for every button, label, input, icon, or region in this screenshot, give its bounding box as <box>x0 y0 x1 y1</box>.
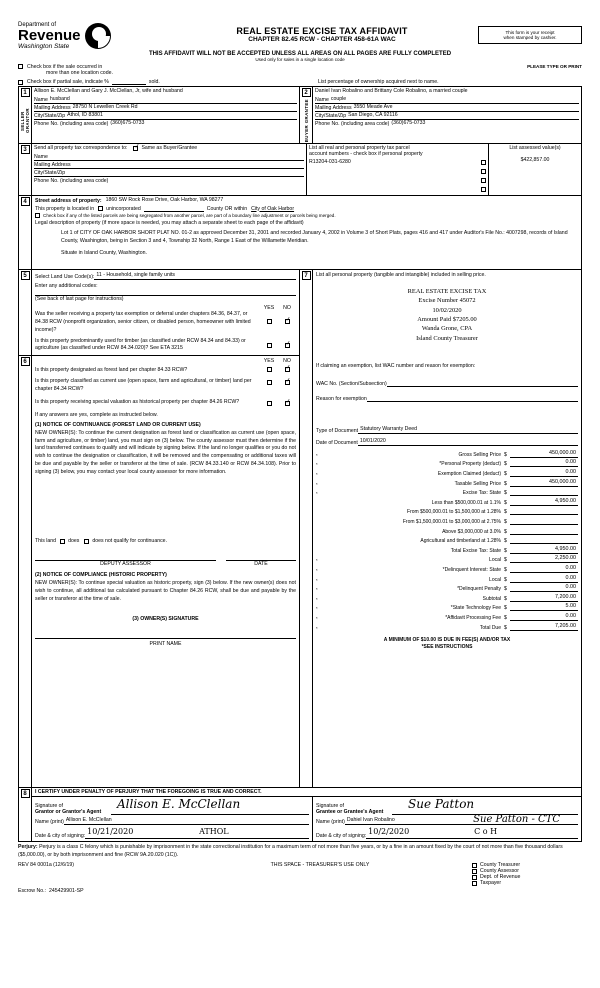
form-title: REAL ESTATE EXCISE TAX AFFIDAVIT <box>236 26 408 36</box>
parcel-number[interactable]: R13204-031-6280 <box>309 159 351 165</box>
tax-row <box>316 469 578 477</box>
stamp-line-1: REAL ESTATE EXCISE TAX <box>407 288 487 296</box>
seller-phone-label: Phone No. (including area code) <box>34 121 109 127</box>
county-or-label: County OR within <box>206 205 248 212</box>
grantee-date-value[interactable]: 10/2/2020 <box>366 827 472 839</box>
seller-section <box>18 86 300 144</box>
tax-row-label: Local <box>489 557 501 564</box>
tax-row <box>316 498 578 506</box>
deputy-assessor-label: DEPUTY ASSESSOR <box>100 561 151 568</box>
treasurer-stamp <box>316 287 578 343</box>
buyer-box-number: 2 <box>302 88 311 97</box>
reason-value[interactable] <box>367 394 578 402</box>
tax-row-label: *Delinquent Interest: State <box>442 566 501 573</box>
stamp-line-6: Island County Treasurer <box>416 334 478 342</box>
tax-row-marker: * <box>316 615 318 621</box>
currency-symbol: $ <box>504 566 507 573</box>
seller-name-value[interactable]: Allison E. McClellan and Gary J. McClellan, Jr, wife and husband <box>34 88 183 94</box>
section3-csz-label: City/State/Zip <box>34 170 66 176</box>
currency-symbol: $ <box>504 451 507 458</box>
buyer-name-value[interactable]: Daniel Ivan Robalino and Brittany Cole Robalino, a married couple <box>315 88 468 94</box>
copy-treasurer-checkbox[interactable] <box>472 863 477 868</box>
section4-box-number: 4 <box>21 197 30 206</box>
parcel-header2: account numbers - check box if personal property <box>309 151 423 157</box>
revenue-swirl-icon <box>85 23 111 49</box>
section3-name-label: Name <box>34 154 48 160</box>
partial-sale-label: Check box if partial sale, indicate % <box>27 79 109 85</box>
section3-send-label: Send all property tax correspondence to: <box>34 145 128 151</box>
segregation-checkbox[interactable] <box>35 213 40 218</box>
tax-row-marker: * <box>316 596 318 602</box>
seller-mailing-value[interactable]: 28750 N Lewellen Creek Rd <box>72 104 138 110</box>
s5-no-header: NO <box>283 305 291 312</box>
tax-row-marker: * <box>316 481 318 487</box>
parcel-personal-checkbox-1[interactable] <box>481 160 486 165</box>
section-7 <box>300 270 582 788</box>
legal-desc-value[interactable]: Lot 1 of CITY OF OAK HARBOR SHORT PLAT NO. 01-2 as approved December 31, 2001 and recorded January 4, 2002 in Volume 3 of Short Plats, pages 416 and 417 under Auditor's File No.: 4007298, records of Island County, Washington, being in Section 3 and 4, Township 32 North, Range 1 East of the Willamette Meridian. <box>61 230 568 245</box>
tax-row-marker: * <box>316 587 318 593</box>
grantee-city-value[interactable]: C o H <box>472 827 578 839</box>
s6-yes-header: YES <box>263 358 275 365</box>
section3-phone-value[interactable] <box>108 177 304 184</box>
buyer-phone-label: Phone No. (including area code) <box>315 121 390 127</box>
seller-csz-label: City/State/Zip <box>34 113 66 119</box>
city-value[interactable]: City of Oak Harbor <box>251 205 295 212</box>
seller-csz-value[interactable]: Athol, ID 83801 <box>67 112 103 118</box>
currency-symbol: $ <box>504 547 507 554</box>
currency-symbol: $ <box>504 624 507 631</box>
currency-symbol: $ <box>504 471 507 477</box>
tax-row-label: Less than $500,000.01 at 1.1% <box>431 499 501 506</box>
reason-label: Reason for exemption <box>316 395 367 402</box>
does-not-qualify-checkbox[interactable] <box>84 539 89 544</box>
copy-treasurer-label: County Treasurer <box>480 862 521 869</box>
tax-row-label: Gross Selling Price <box>458 451 501 458</box>
grantee-signature-value: Sue Patton <box>408 797 475 812</box>
s5-yes-header: YES <box>263 305 275 312</box>
s5-q2-no-checkbox[interactable] <box>285 343 290 348</box>
tax-row-value[interactable]: 0.00 <box>510 575 578 583</box>
tax-row <box>316 517 578 525</box>
tax-row-label: Excise Tax: State <box>462 490 501 497</box>
stamp-line-4: Amount Paid $7205.00 <box>417 315 477 323</box>
s6-q1-yes-checkbox[interactable] <box>267 367 272 372</box>
section3-mailing-label: Mailing Address <box>34 162 71 168</box>
grantor-name-value[interactable]: Allison E. McClellan <box>64 817 309 825</box>
unincorporated-checkbox[interactable] <box>98 206 103 211</box>
notice1-title: (1) NOTICE OF CONTINUANCE (FOREST LAND OR CURRENT USE) <box>35 421 201 428</box>
section7-box-number: 7 <box>302 271 311 280</box>
receipt-line1: This form is your receipt <box>505 30 555 35</box>
currency-symbol: $ <box>504 480 507 487</box>
agency-line1: Department of <box>18 22 57 28</box>
buyer-vertical-label: BUYER GRANTEE <box>303 99 309 143</box>
doc-type-value[interactable]: Statutory Warranty Deed <box>358 426 578 434</box>
grantee-name-label: Name (print) <box>316 819 345 826</box>
tax-row <box>316 479 578 487</box>
tax-row <box>316 555 578 563</box>
grantor-sig-label2: Grantor or Grantor's Agent <box>35 809 102 816</box>
does-qualify-checkbox[interactable] <box>60 539 65 544</box>
perjury-text: Perjury is a class C felony which is punishable by imprisonment in the state correctional institution for a maximum term of not more than five years, or by a fine in an amount fixed by the court of not more than five thousand dollars ($5,000.00), or by both imprisonment and fine (RCW 9A.20.020 (1C)). <box>18 844 563 858</box>
legal-desc-label: Legal description of property (if more space is needed, you may attach a separate sheet to each page of the affidavit) <box>35 220 304 226</box>
receipt-note <box>478 26 582 44</box>
currency-symbol: $ <box>504 461 507 468</box>
see-back-note: (See back of last page for instructions) <box>35 296 124 303</box>
tax-row <box>316 459 578 467</box>
seller-box-number: 1 <box>21 88 30 97</box>
owners-signature-line[interactable] <box>35 622 296 639</box>
tax-row-value[interactable]: 0.00 <box>510 613 578 621</box>
parcel-personal-checkbox-4[interactable] <box>481 187 486 192</box>
s6-q2-yes-checkbox[interactable] <box>267 380 272 385</box>
type-print-note: PLEASE TYPE OR PRINT <box>527 64 582 69</box>
section8-box-number: 8 <box>21 789 30 798</box>
tax-row-value[interactable] <box>510 488 578 496</box>
county-input[interactable] <box>144 205 204 212</box>
perjury-note <box>18 844 582 859</box>
tax-row <box>316 623 578 631</box>
section-5 <box>18 270 300 356</box>
grantor-signature-block <box>32 797 313 841</box>
currency-symbol: $ <box>504 528 507 535</box>
tax-row <box>316 450 578 458</box>
perjury-bold: Perjury: <box>18 844 38 851</box>
tax-row-label: *State Technology Fee <box>450 605 501 612</box>
treasurer-use-label: THIS SPACE - TREASURER'S USE ONLY <box>270 862 370 869</box>
section3-csz-value[interactable] <box>65 169 304 176</box>
form-subtitle: CHAPTER 82.45 RCW - CHAPTER 458-61A WAC <box>248 36 396 43</box>
tax-row <box>316 594 578 602</box>
section-6 <box>18 356 300 788</box>
grantor-signature-field[interactable] <box>111 798 309 815</box>
personal-property-label: List all personal property (tangible and intangible) included in selling price. <box>316 272 486 279</box>
notice2-title: (2) NOTICE OF COMPLIANCE (HISTORIC PROPERTY) <box>35 572 167 579</box>
grantor-date-label: Date & city of signing: <box>35 833 86 840</box>
tax-row-label: *Affidavit Processing Fee <box>445 614 501 621</box>
tax-row-value[interactable]: 7,200.00 <box>510 594 578 602</box>
grantor-signature-value: Allison E. McClellan <box>117 797 241 812</box>
tax-calculation-table <box>316 450 578 631</box>
section6-box-number: 6 <box>21 357 30 366</box>
form-note: Used only for sales in a single location code <box>255 57 345 62</box>
seller-vertical-label: SELLER GRANTOR <box>20 108 30 134</box>
receipt-line2: when stamped by cashier. <box>503 35 557 40</box>
tax-row-marker: * <box>316 462 318 468</box>
tax-row-marker: * <box>316 452 318 458</box>
tax-row <box>316 613 578 621</box>
tax-row-label: Total Due <box>479 624 501 631</box>
notice1-body: NEW OWNER(S): To continue the current designation as forest land or classification as current use (open space, farm and agriculture, or timber) land, you must sign on (3) below. The county assessor must then determine if the land transferred continues to qualify and will indicate by signing below. If the land no longer qualifies or you do not wish to continue the designation or classification, it will be removed and the compensating or additional taxes will be due and payable by the seller or transferor at the time of sale. (RCW 84.33.140 or RCW 84.34.108). Prior to signing (3) below, you may contact your local county assessor for more information. <box>35 429 296 475</box>
stamp-line-2: Excise Number 45072 <box>418 297 476 305</box>
s5-q2-yes-checkbox[interactable] <box>267 343 272 348</box>
s6-no-header: NO <box>283 358 291 365</box>
legal-situate: Situate in Island County, Washington. <box>61 250 147 257</box>
form-rev-number: REV 84 0001a (12/6/19) <box>18 862 74 869</box>
tax-row-value[interactable] <box>510 527 578 535</box>
stamp-line-5: Wanda Grone, CPA <box>421 325 473 333</box>
tax-row-label: From $500,000.01 to $1,500,000 at 1.28% <box>407 509 501 516</box>
currency-symbol: $ <box>504 538 507 545</box>
tax-row <box>316 584 578 592</box>
affidavit-form <box>18 22 582 962</box>
section3-box-number: 3 <box>21 145 30 154</box>
tax-row-label: *Delinquent Penalty <box>457 586 501 593</box>
tax-row-value[interactable]: 7,205.00 <box>510 623 578 631</box>
owners-signature-label: (3) OWNER(S) SIGNATURE <box>132 615 199 622</box>
tax-row-marker: * <box>316 491 318 497</box>
s5-q1-label: Was the seller receiving a property tax exemption or deferral under chapters 84.36, 84.37, or 84.38 RCW (nonprofit organization, senior citizen, or disabled person, homeowner with limited income)? <box>35 311 251 333</box>
grantee-signature-block <box>313 797 581 841</box>
parcel-header1: List all real and personal property tax parcel <box>309 145 410 151</box>
tax-row-label: Agricultural and timberland at 1.28% <box>420 538 501 545</box>
tax-row-label: Total Excise Tax: State <box>450 547 501 554</box>
currency-symbol: $ <box>504 557 507 564</box>
tax-row-value[interactable]: 2,250.00 <box>510 555 578 563</box>
partial-sale-input[interactable] <box>112 78 146 85</box>
wac-label: WAC No. (Section/Subsection) <box>316 380 387 387</box>
currency-symbol: $ <box>504 518 507 525</box>
tax-row <box>316 565 578 573</box>
tax-row-value[interactable]: 450,000.00 <box>510 479 578 487</box>
s6-q1-no-checkbox[interactable] <box>285 367 290 372</box>
seller-phone-value[interactable]: (360)675-0733 <box>110 120 145 126</box>
buyer-csz-value[interactable]: San Diego, CA 92116 <box>348 112 398 118</box>
copy-revenue-label: Dept. of Revenue <box>480 874 521 881</box>
print-name-label: PRINT NAME <box>149 640 182 647</box>
buyer-csz-label: City/State/Zip <box>315 113 347 119</box>
seller-name-label: Name <box>34 97 48 103</box>
tax-row-value[interactable]: 4,950.00 <box>510 546 578 554</box>
currency-symbol: $ <box>504 605 507 612</box>
s5-q1-yes-checkbox[interactable] <box>267 319 272 324</box>
section-8 <box>18 788 582 842</box>
does-not-label: does not qualify for continuance. <box>92 538 168 545</box>
does-label: does <box>68 538 80 545</box>
s5-q2-label: Is this property predominantly used for timber (as classified under RCW 84.34 and 84.33) or agriculture (as classified under RCW 84.34.020)? See ETA 3215 <box>35 337 246 352</box>
copy-revenue-checkbox[interactable] <box>472 875 477 880</box>
tax-row-marker: * <box>316 577 318 583</box>
tax-row-label: Exemption Claimed (deduct) <box>437 471 501 477</box>
copy-assessor-checkbox[interactable] <box>472 869 477 874</box>
grantor-sig-label1: Signature of <box>35 803 63 810</box>
same-as-buyer-checkbox[interactable] <box>133 146 138 151</box>
agency-line3: Washington State <box>18 43 70 50</box>
multi-location-label2: more than one location code. <box>46 70 113 76</box>
minimum-fee-note: A MINIMUM OF $10.00 IS DUE IN FEE(S) AND/OR TAX <box>383 636 511 643</box>
land-use-label: Select Land Use Code(s): <box>35 274 95 281</box>
assessed-header: List assessed value(s) <box>509 145 561 151</box>
tax-row-value[interactable]: 0.00 <box>510 584 578 592</box>
tax-row-value[interactable]: 4,950.00 <box>510 498 578 506</box>
tax-row-marker: * <box>316 472 318 477</box>
currency-symbol: $ <box>504 595 507 602</box>
located-label: This property is located in <box>35 205 95 212</box>
s6-q3-label: Is this property receiving special valuation as historical property per chapter 84.26 RCW? <box>35 398 240 405</box>
unincorporated-label: unincorporated <box>106 205 141 212</box>
tax-row-value[interactable]: 450,000.00 <box>510 450 578 458</box>
exemption-label: If claiming an exemption, list WAC number and reason for exemption: <box>316 362 476 369</box>
grantor-date-value[interactable]: 10/21/2020 <box>85 827 197 839</box>
tax-row <box>316 488 578 496</box>
copy-assessor-label: County Assessor <box>480 868 519 875</box>
tax-row-marker: * <box>316 567 318 573</box>
copy-taxpayer-checkbox[interactable] <box>472 881 477 886</box>
s6-q2-label: Is this property classified as current use (open space, farm and agricultural, or timber) land per chapter 84.34 RCW? <box>35 378 252 392</box>
additional-codes-label: Enter any additional codes: <box>35 283 98 290</box>
deputy-assessor-signature-line[interactable] <box>35 554 216 561</box>
street-address-value[interactable]: 1860 SW Rock Rose Drive, Oak Harbor, WA 98277 <box>105 197 224 203</box>
escrow-label: Escrow No.: <box>18 888 46 895</box>
tax-row-value[interactable]: 0.00 <box>510 565 578 573</box>
segregation-note: Check box if any of the listed parcels are being segregated from another parcel, are part of a boundary line adjustment or parcels being merged. <box>43 213 336 218</box>
currency-symbol: $ <box>504 586 507 593</box>
grantee-sig-label1: Signature of <box>316 803 344 810</box>
tax-row-marker: * <box>316 625 318 631</box>
doc-date-label: Date of Document <box>316 439 358 446</box>
buyer-name-label: Name <box>315 97 329 103</box>
parcel-personal-checkbox-2[interactable] <box>481 169 486 174</box>
s6-q3-no-checkbox[interactable] <box>285 401 290 406</box>
section-3 <box>18 144 582 196</box>
tax-row-label: Subtotal <box>482 595 501 602</box>
buyer-mailing-label: Mailing Address <box>315 105 352 111</box>
buyer-name-cont[interactable]: couple <box>330 96 347 102</box>
tax-row-value[interactable] <box>510 507 578 515</box>
currency-symbol: $ <box>504 614 507 621</box>
tax-row-value[interactable] <box>510 536 578 544</box>
form-warning: THIS AFFIDAVIT WILL NOT BE ACCEPTED UNLESS ALL AREAS ON ALL PAGES ARE FULLY COMPLETED <box>148 51 452 57</box>
grantee-signature-field[interactable] <box>392 798 578 815</box>
s6-q3-yes-checkbox[interactable] <box>267 401 272 406</box>
tax-row-value[interactable]: 0.00 <box>510 459 578 467</box>
form-header <box>18 22 582 50</box>
tax-row-label: Above $3,000,000 at 3.0% <box>442 528 501 535</box>
buyer-mailing-value[interactable]: 3550 Meade Ave <box>353 104 393 110</box>
s6-ifyes-note: If any answers are yes, complete as instructed below. <box>35 411 158 418</box>
tax-row <box>316 546 578 554</box>
additional-codes-input[interactable] <box>35 289 296 296</box>
street-address-label: Street address of property: <box>35 198 102 204</box>
copy-taxpayer-label: Taxpayer <box>480 880 502 887</box>
land-use-value[interactable]: 11 - Household, single family units <box>94 272 296 280</box>
buyer-phone-value[interactable]: (360)675-0733 <box>391 120 426 126</box>
tax-row <box>316 536 578 544</box>
grantee-date-label: Date & city of signing: <box>316 833 367 840</box>
escrow-value[interactable]: 245429901-SP <box>48 888 84 895</box>
section3-name-value[interactable] <box>48 153 304 160</box>
doc-date-value[interactable]: 10/01/2020 <box>358 438 578 446</box>
grantee-name-handwritten: Sue Patton - CTC <box>473 814 560 826</box>
tax-row-label: *Personal Property (deduct) <box>439 461 501 468</box>
tax-row-value[interactable] <box>510 517 578 525</box>
s6-q2-no-checkbox[interactable] <box>285 380 290 385</box>
certify-statement: I CERTIFY UNDER PENALTY OF PERJURY THAT THE FOREGOING IS TRUE AND CORRECT. <box>32 788 581 797</box>
section-4 <box>18 196 582 270</box>
notice2-body: NEW OWNER(S): To continue special valuation as historic property, sign (3) below. If the new owner(s) does not wish to continue, all additional tax calculated pursuant to Chapter 84.26 RCW, shall be due and payable by the seller or transferor at the time of sale. <box>35 580 296 603</box>
section3-mailing-value[interactable] <box>71 161 304 168</box>
multi-location-label: Check box if the sale occurred in <box>27 64 103 70</box>
s5-q1-no-checkbox[interactable] <box>285 319 290 324</box>
grantor-city-value[interactable]: ATHOL <box>197 827 309 839</box>
partial-sale-sold: sold. <box>148 79 160 85</box>
tax-row-value[interactable]: 5.00 <box>510 603 578 611</box>
doc-type-label: Type of Document <box>316 427 359 434</box>
tax-row-marker: * <box>316 606 318 612</box>
same-as-buyer-label: Same as Buyer/Grantee <box>141 145 198 151</box>
partial-sale-checkbox[interactable] <box>18 80 23 85</box>
parcel-personal-checkbox-3[interactable] <box>481 178 486 183</box>
tax-row <box>316 507 578 515</box>
currency-symbol: $ <box>504 509 507 516</box>
continuance-land-label: This land <box>35 538 57 545</box>
currency-symbol: $ <box>504 490 507 497</box>
tax-row-label: Taxable Selling Price <box>454 480 501 487</box>
agency-logo <box>18 22 166 50</box>
currency-symbol: $ <box>504 576 507 583</box>
see-instructions-note: *SEE INSTRUCTIONS <box>421 643 473 650</box>
wac-value[interactable] <box>387 379 578 387</box>
currency-symbol: $ <box>504 499 507 506</box>
buyer-section <box>300 86 582 144</box>
grantor-name-label: Name (print) <box>35 819 64 826</box>
grantee-sig-label2: Grantee or Grantee's Agent <box>316 809 384 816</box>
seller-name-cont[interactable]: husband <box>49 96 70 102</box>
tax-row-marker: * <box>316 558 318 564</box>
tax-row <box>316 603 578 611</box>
s6-q1-label: Is this property designated as forest land per chapter 84.33 RCW? <box>35 367 188 374</box>
tax-row <box>316 527 578 535</box>
section3-phone-label: Phone No. (including area code) <box>34 178 109 184</box>
tax-row-label: From $1,500,000.01 to $3,000,000 at 2.75% <box>402 518 501 525</box>
multi-location-checkbox[interactable] <box>18 64 23 69</box>
tax-row <box>316 575 578 583</box>
seller-mailing-label: Mailing Address <box>34 105 71 111</box>
grantee-name-value[interactable]: Dahiel Ivan Robalino <box>345 817 578 825</box>
stamp-line-3: 10/02/2020 <box>432 306 462 314</box>
tax-row-value[interactable]: 0.00 <box>510 469 578 477</box>
tax-row-label: Local <box>489 576 501 583</box>
section5-box-number: 5 <box>21 271 30 280</box>
deputy-assessor-date-line[interactable] <box>226 554 296 561</box>
deputy-date-label: DATE <box>254 561 268 568</box>
assessed-value[interactable]: $422,857.00 <box>520 157 550 163</box>
ownership-note: List percentage of ownership acquired next to name. <box>318 79 439 85</box>
agency-line2: Revenue <box>18 27 81 44</box>
